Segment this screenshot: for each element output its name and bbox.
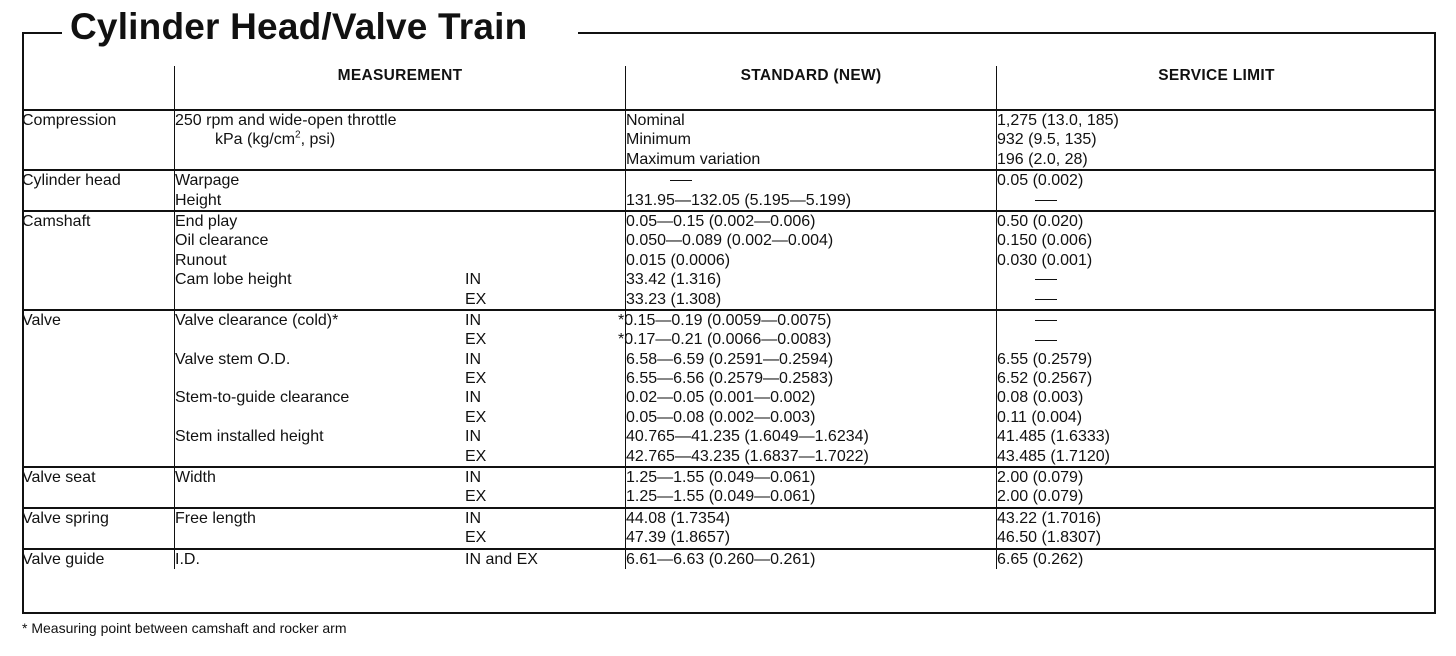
limit-value: 43.22 (1.7016) [997, 509, 1102, 527]
measurement-cell [175, 170, 626, 211]
standard-value: 42.765—43.235 (1.6837—1.7022) [626, 447, 869, 465]
measurement-row [175, 427, 625, 446]
standard-cell [626, 549, 997, 569]
table-row [22, 508, 1436, 549]
dash-mark [1035, 340, 1057, 341]
side-label: EX [465, 331, 487, 349]
spec-table [22, 66, 1436, 569]
table-row [22, 310, 1436, 467]
limit-cell [997, 211, 1437, 310]
limit-value: 2.00 (0.079) [997, 469, 1084, 487]
measurement-row [175, 408, 625, 427]
unit-superscript: 2 [295, 130, 301, 142]
standard-value: 0.05—0.15 (0.002—0.006) [626, 212, 816, 230]
standard-value: Nominal [626, 112, 685, 129]
side-label: IN [465, 311, 481, 329]
limit-cell [997, 549, 1437, 569]
standard-value: 0.015 (0.0006) [626, 251, 731, 269]
measurement-row [175, 509, 625, 528]
measurement-row [175, 550, 625, 569]
limit-cell [997, 467, 1437, 508]
limit-cell [997, 110, 1437, 170]
measurement-text: End play [175, 212, 238, 230]
side-label: EX [465, 408, 487, 426]
limit-value [997, 311, 1436, 330]
spacer [175, 290, 465, 309]
standard-value: 1.25—1.55 (0.049—0.061) [626, 488, 816, 506]
limit-value: 0.05 (0.002) [997, 172, 1084, 190]
side-label: IN [465, 350, 481, 368]
side-label: IN and EX [465, 550, 538, 568]
limit-value: 0.030 (0.001) [997, 251, 1093, 269]
standard-cell [626, 211, 997, 310]
standard-value: 0.02—0.05 (0.001—0.002) [626, 389, 816, 407]
side-label: IN [465, 428, 481, 446]
table-row [22, 170, 1436, 211]
dash-mark [1035, 320, 1057, 321]
measurement-row [175, 350, 625, 369]
limit-value: 932 (9.5, 135) [997, 131, 1097, 149]
dash-mark [1035, 200, 1057, 201]
standard-value: 6.61—6.63 (0.260—0.261) [626, 550, 816, 568]
row-name-valve-spring: Valve spring [22, 508, 175, 549]
standard-value: *0.17—0.21 (0.0066—0.0083) [618, 331, 832, 349]
limit-cell [997, 310, 1437, 467]
measurement-row [175, 528, 625, 547]
measurement-text: Cam lobe height [175, 271, 292, 289]
measurement-row [175, 311, 625, 330]
standard-value: 0.050—0.089 (0.002—0.004) [626, 232, 834, 250]
unit-text: kPa (kg/cm [215, 131, 296, 149]
limit-value [997, 270, 1436, 289]
side-label: EX [465, 529, 487, 547]
measurement-row [175, 330, 625, 349]
standard-value: 44.08 (1.7354) [626, 509, 731, 527]
side-label: IN [465, 509, 481, 527]
spacer [175, 369, 465, 388]
table-row [22, 549, 1436, 569]
limit-value: 0.08 (0.003) [997, 389, 1084, 407]
limit-value: 1,275 (13.0, 185) [997, 112, 1119, 129]
limit-value [997, 290, 1436, 309]
measurement-cell [175, 508, 626, 549]
measurement-row [175, 447, 625, 466]
row-name-valve-seat: Valve seat [22, 467, 175, 508]
side-label: IN [465, 469, 481, 487]
measurement-text: Height [175, 191, 222, 209]
measurement-row [175, 487, 625, 506]
measurement-cell [175, 549, 626, 569]
measurement-unit [175, 130, 625, 149]
limit-value: 6.52 (0.2567) [997, 370, 1093, 388]
standard-value [626, 171, 996, 190]
measurement-text: Width [175, 469, 216, 487]
table-row [22, 211, 1436, 310]
standard-value: 0.05—0.08 (0.002—0.003) [626, 408, 816, 426]
measurement-text: Oil clearance [175, 232, 269, 250]
limit-value: 6.55 (0.2579) [997, 350, 1093, 368]
header-row [22, 66, 1436, 110]
row-name-compression: Compression [22, 110, 175, 170]
dash-mark [1035, 299, 1057, 300]
spacer [175, 408, 465, 427]
measurement-text: Runout [175, 251, 227, 269]
measurement-text: Valve clearance (cold)* [175, 311, 339, 329]
row-name-cylinder-head: Cylinder head [22, 170, 175, 211]
limit-cell [997, 508, 1437, 549]
standard-value: 33.42 (1.316) [626, 271, 722, 289]
measurement-cell [175, 310, 626, 467]
spacer [175, 487, 465, 506]
spacer [175, 528, 465, 547]
side-label: EX [465, 370, 487, 388]
row-name-camshaft: Camshaft [22, 211, 175, 310]
footnote: * Measuring point between camshaft and rocker arm [22, 620, 347, 636]
measurement-row [175, 369, 625, 388]
header-blank [22, 66, 175, 110]
side-label: EX [465, 488, 487, 506]
measurement-row [175, 270, 625, 289]
measurement-cell [175, 467, 626, 508]
limit-value: 2.00 (0.079) [997, 488, 1084, 506]
limit-value: 43.485 (1.7120) [997, 447, 1110, 465]
standard-value: *0.15—0.19 (0.0059—0.0075) [618, 311, 832, 329]
standard-value: 1.25—1.55 (0.049—0.061) [626, 469, 816, 487]
limit-value: 46.50 (1.8307) [997, 529, 1102, 547]
measurement-cell [175, 110, 626, 170]
row-name-valve-guide: Valve guide [22, 550, 105, 568]
measurement-row [175, 290, 625, 309]
header-service-limit: SERVICE LIMIT [997, 66, 1437, 110]
table-row [22, 110, 1436, 170]
standard-value: 131.95—132.05 (5.195—5.199) [626, 191, 852, 209]
standard-value: Maximum variation [626, 150, 761, 168]
measurement-row [175, 388, 625, 407]
page-title: Cylinder Head/Valve Train [70, 6, 528, 47]
dash-mark [1035, 279, 1057, 280]
limit-value [997, 191, 1436, 210]
limit-cell [997, 170, 1437, 211]
standard-cell [626, 170, 997, 211]
dash-mark [670, 180, 692, 181]
limit-value: 41.485 (1.6333) [997, 428, 1110, 446]
side-label: IN [465, 389, 481, 407]
standard-cell [618, 310, 997, 467]
limit-value: 0.150 (0.006) [997, 232, 1093, 250]
header-measurement: MEASUREMENT [175, 66, 626, 110]
measurement-text: I.D. [175, 550, 200, 568]
table-row [22, 467, 1436, 508]
standard-cell [626, 467, 997, 508]
measurement-text: Free length [175, 509, 256, 527]
limit-value [997, 330, 1436, 349]
standard-value: Minimum [626, 131, 691, 149]
limit-value: 6.65 (0.262) [997, 550, 1084, 568]
measurement-text: Stem installed height [175, 428, 324, 446]
side-label: IN [465, 271, 481, 289]
spacer [175, 447, 465, 466]
measurement-text: 250 rpm and wide-open throttle [175, 112, 397, 129]
measurement-text: Valve stem O.D. [175, 350, 291, 368]
measurement-row [175, 468, 625, 487]
limit-value: 0.50 (0.020) [997, 212, 1084, 230]
side-label: EX [465, 290, 487, 308]
standard-value: 6.55—6.56 (0.2579—0.2583) [626, 370, 834, 388]
standard-value: 47.39 (1.8657) [626, 529, 731, 547]
spacer [175, 330, 465, 349]
standard-value: 6.58—6.59 (0.2591—0.2594) [626, 350, 834, 368]
standard-value: 33.23 (1.308) [626, 290, 722, 308]
unit-text: , psi) [300, 131, 336, 149]
limit-value: 0.11 (0.004) [997, 408, 1083, 426]
row-name-valve: Valve [22, 310, 175, 467]
measurement-text: Warpage [175, 172, 240, 190]
limit-value: 196 (2.0, 28) [997, 150, 1088, 168]
standard-value: 40.765—41.235 (1.6049—1.6234) [626, 428, 869, 446]
measurement-cell [175, 211, 626, 310]
measurement-text: Stem-to-guide clearance [175, 389, 350, 407]
side-label: EX [465, 447, 487, 465]
standard-cell [626, 110, 997, 170]
standard-cell [626, 508, 997, 549]
header-standard: STANDARD (NEW) [626, 66, 997, 110]
